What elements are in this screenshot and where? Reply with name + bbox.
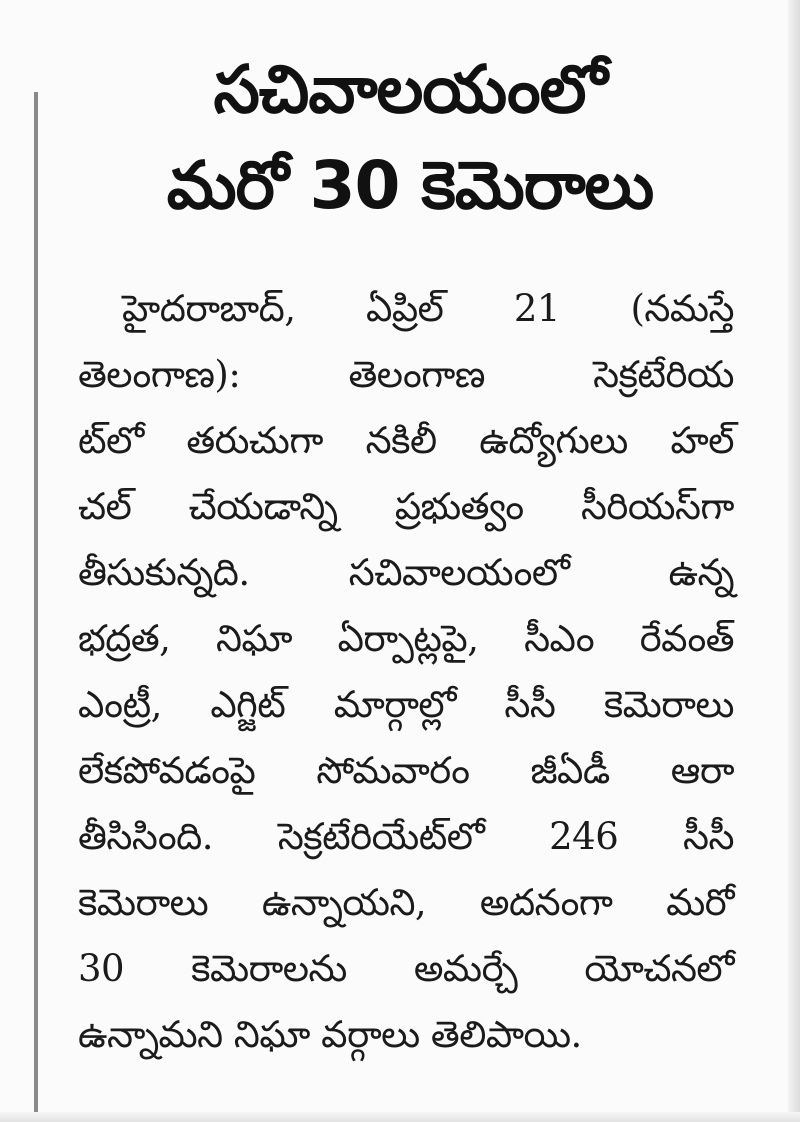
page-edge-right xyxy=(788,0,800,1122)
column-divider xyxy=(34,92,38,1112)
body-line: చల్ చేయడాన్ని ప్రభుత్వం సీరియస్‌గా xyxy=(78,485,734,528)
body-line: ట్‌లో తరుచుగా నకిలీ ఉద్యోగులు హల్ xyxy=(78,419,734,462)
body-line: కెమెరాలు ఉన్నాయని, అదనంగా మరో xyxy=(78,881,734,924)
body-line: ఎంట్రీ, ఎగ్జిట్ మార్గాల్లో సీసీ కెమెరాలు xyxy=(78,683,734,726)
body-line: లేకపోవడంపై సోమవారం జీఏడీ ఆరా xyxy=(78,749,734,792)
article-body xyxy=(78,276,734,1068)
body-line: తీసిసింది. సెక్రటేరియేట్‌లో 246 సీసీ xyxy=(78,815,734,858)
body-line: భద్రత, నిఘా ఏర్పాట్లపై, సీఎం రేవంత్ xyxy=(78,617,734,660)
body-line: 30 కెమెరాలను అమర్చే యోచనలో xyxy=(78,947,734,990)
body-line: హైదరాబాద్, ఏప్రిల్ 21 (నమస్తే xyxy=(122,287,734,330)
body-line: ఉన్నామని నిఘా వర్గాలు తెలిపాయి. xyxy=(78,1013,582,1056)
page-edge-bottom xyxy=(0,1112,800,1122)
body-line: తెలంగాణ): తెలంగాణ సెక్రటేరియ xyxy=(78,353,734,396)
body-line: తీసుకున్నది. సచివాలయంలో ఉన్న xyxy=(78,551,734,594)
headline xyxy=(80,42,740,234)
headline-line: మరో 30 కెమెరాలు xyxy=(166,147,654,224)
headline-line: సచివాలయంలో xyxy=(213,51,607,128)
